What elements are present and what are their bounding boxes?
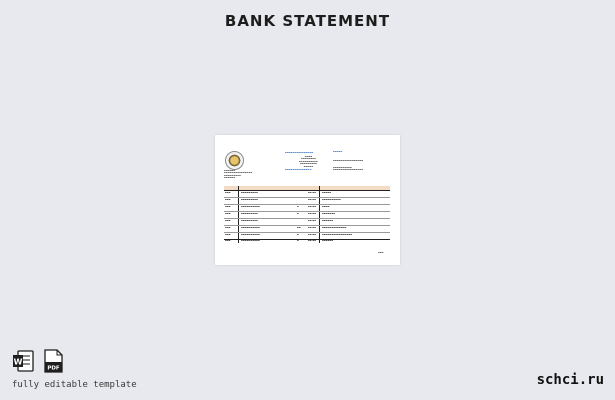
statement-label: ▬▬▬▬▬	[333, 151, 343, 153]
bank-contact-line: ▬▬▬▬▬▬▬▬▬▬▬▬▬▬	[285, 169, 312, 171]
svg-text:W: W	[13, 357, 23, 367]
page-number: ▬▬▬	[378, 251, 384, 254]
brand-logo[interactable]: schci.ru	[536, 372, 604, 388]
svg-text:PDF: PDF	[47, 365, 60, 372]
page-title: BANK STATEMENT	[224, 12, 391, 30]
account-line: ▬▬▬▬▬▬▬▬▬▬▬▬▬▬▬▬	[333, 160, 364, 162]
table-row: ▬▬▬ ▬▬▬▬▬▬▬▬▬ ▬▬ ▬▬ ▬▬▬▬▬▬▬▬▬▬	[225, 199, 341, 201]
statement-preview	[215, 135, 400, 265]
bank-name-line: ▬▬▬▬▬▬▬▬▬▬▬▬▬▬▬	[285, 152, 314, 154]
bank-address-block: ▬▬▬▬ ▬▬▬▬▬▬▬▬ ▬▬▬▬▬▬▬▬▬▬ ▬▬▬▬▬▬▬▬▬ ▬▬▬▬▬	[299, 156, 318, 168]
table-row: ▬▬▬ ▬▬▬▬▬▬▬▬▬▬ ▬ ▬▬ ▬▬ ▬▬▬▬▬▬	[225, 240, 334, 242]
period-lines: ▬▬▬▬▬▬▬▬▬▬ ▬▬▬▬▬▬▬▬▬▬▬▬▬▬▬▬	[333, 167, 364, 172]
bank-seal-icon	[225, 151, 244, 170]
pdf-document-icon	[42, 349, 64, 373]
table-row: ▬▬▬ ▬▬▬▬▬▬▬▬▬▬ ▬▬ ▬▬ ▬▬ ▬▬▬▬▬▬▬▬▬▬▬▬▬	[225, 227, 347, 229]
table-row: ▬▬▬ ▬▬▬▬▬▬▬▬▬▬ ▬ ▬▬ ▬▬ ▬▬▬▬▬▬▬▬▬▬▬▬▬▬▬▬	[225, 234, 353, 236]
editable-caption: fully editable template	[12, 380, 137, 390]
word-document-icon	[12, 349, 34, 373]
table-row: ▬▬▬ ▬▬▬▬▬▬▬▬▬ ▬▬ ▬▬ ▬▬▬▬▬▬	[225, 220, 334, 222]
table-row: ▬▬▬ ▬▬▬▬▬▬▬▬▬ ▬ ▬▬ ▬▬ ▬▬▬▬▬▬▬	[225, 213, 336, 215]
address-block: ▬▬▬▬▬▬ ▬▬▬▬▬▬▬▬▬▬▬▬▬▬▬ ▬▬▬▬▬▬▬▬▬ ▬▬▬▬▬▬	[224, 170, 253, 180]
table-row: ▬▬▬ ▬▬▬▬▬▬▬▬▬ ▬▬ ▬▬ ▬▬▬▬▬	[225, 192, 332, 194]
table-row: ▬▬▬ ▬▬▬▬▬▬▬▬▬▬ ▬ ▬▬ ▬▬ ▬▬▬▬	[225, 206, 330, 208]
